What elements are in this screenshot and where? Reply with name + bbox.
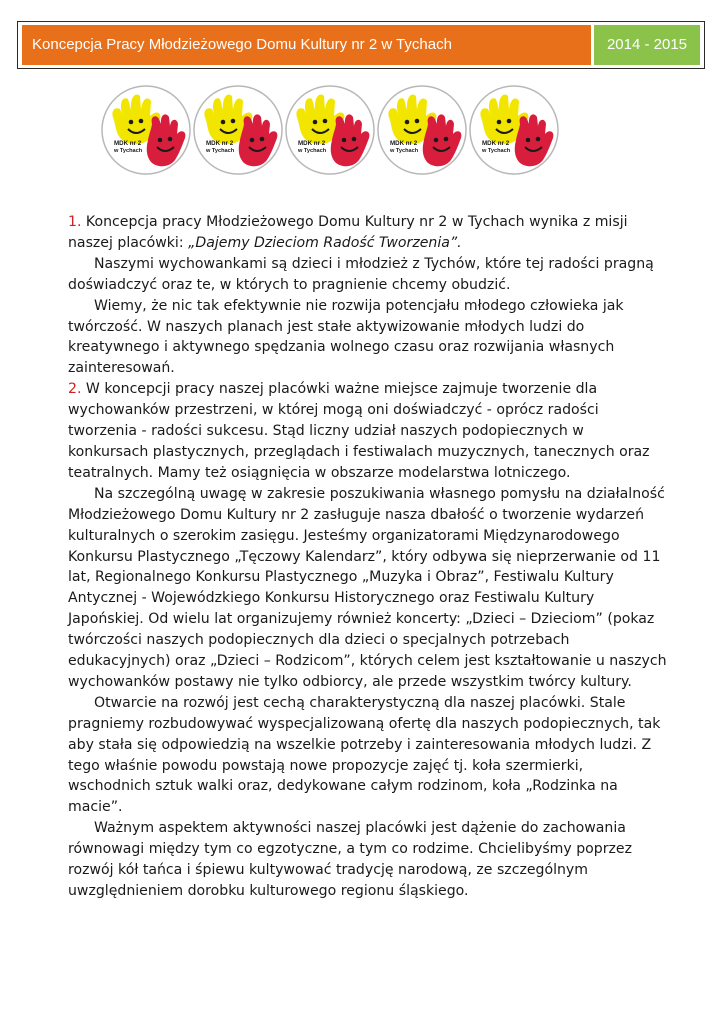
document-body [68,212,668,902]
paragraph-5: Na szczególną uwagę w zakresie poszukiwania własnego pomysłu na działalność Młodzieżowego Domu Kultury nr 2 zasługuje nasza dbałość o tworzenie wydarzeń kulturalnych o szerokim zasięgu. Jesteśmy organizatorami Międzynarodowego Konkursu Plastycznego „Tęczowy Kalendarz”, który odbywa się nieprzerwanie od 11 lat, Regionalnego Konkursu Plastycznego „Muzyka i Obraz”, Festiwalu Kultury Antycznej - Wojewódzkiego Konkursu Historycznego oraz Festiwalu Kultury Japońskiej. Od wielu lat organizujemy również koncerty: „Dzieci – Dzieciom” (pokaz twórczości naszych podopiecznych dla dzieci o specjalnych potrzebach edukacyjnych) oraz „Dzieci – Rodzicom”, których celem jest kształtowanie u naszych wychowanków postawy nie tylko odbiorcy, ale przede wszystkim twórcy kultury. [68,485,667,690]
paragraph-7: Ważnym aspektem aktywności naszej placówki jest dążenie do zachowania równowagi między tym co egzotyczne, a tym co rodzime. Chcielibyśmy poprzez rozwój kół tańca i śpiewu kultywować tradycję narodową, ze szczególnym uwzględnieniem dorobku kulturowego regionu śląskiego. [68,820,632,899]
section-number-2: 2. [68,381,82,398]
section-number-1: 1. [68,214,82,230]
header-box [17,21,705,69]
logo-row [100,84,560,180]
motto-text: „Dajemy Dzieciom Radość Tworzenia”. [188,234,462,251]
paragraph-3: Wiemy, że nic tak efektywnie nie rozwija potencjału młodego człowieka jak twórczość. W naszych planach jest stałe aktywizowanie młodych ludzi do kreatywnego i aktywnego spędzania wolnego czasu oraz rozwijania własnych zainteresowań. [68,297,624,377]
paragraph-4-text: W koncepcji pracy naszej placówki ważne miejsce zajmuje tworzenie dla wychowanków przestrzeni, w której mogą oni doświadczyć - oprócz radości tworzenia - radości sukcesu. Stąd liczny udział naszych podopiecznych w konkursach plastycznych, przeglądach i festiwalach muzycznych, tanecznych oraz teatralnych. Mamy też osiągnięcia w obszarze modelarstwa lotniczego. [68,381,650,481]
paragraph-1 [68,212,668,254]
paragraph-1-text: Koncepcja pracy Młodzieżowego Domu Kultury nr 2 w Tychach wynika z misji naszej placówki: [68,214,628,251]
mdk-logo-icon [284,84,376,176]
mdk-logo-icon [192,84,284,176]
school-year-badge: 2014 - 2015 [594,25,700,65]
document-title: Koncepcja Pracy Młodzieżowego Domu Kultury nr 2 w Tychach [22,25,591,65]
paragraph-4 [68,379,668,484]
mdk-logo-icon [376,84,468,176]
paragraph-6: Otwarcie na rozwój jest cechą charakterystyczną dla naszej placówki. Stale pragniemy rozbudowywać wyspecjalizowaną ofertę dla naszych podopiecznych, tak aby stała się odpowiedzią na wszelkie potrzeby i zainteresowania młodych ludzi. Z tego właśnie powodu powstają nowe propozycje zajęć tj. koła szermierki, wschodnich sztuk walki oraz, dedykowane całym rodzinom, koła „Rodzinka na macie”. [68,694,661,816]
paragraph-2: Naszymi wychowankami są dzieci i młodzież z Tychów, które tej radości pragną doświadczyć oraz te, w których to pragnienie chcemy obudzić. [68,255,654,293]
mdk-logo-icon [468,84,560,176]
mdk-logo-icon [100,84,192,176]
